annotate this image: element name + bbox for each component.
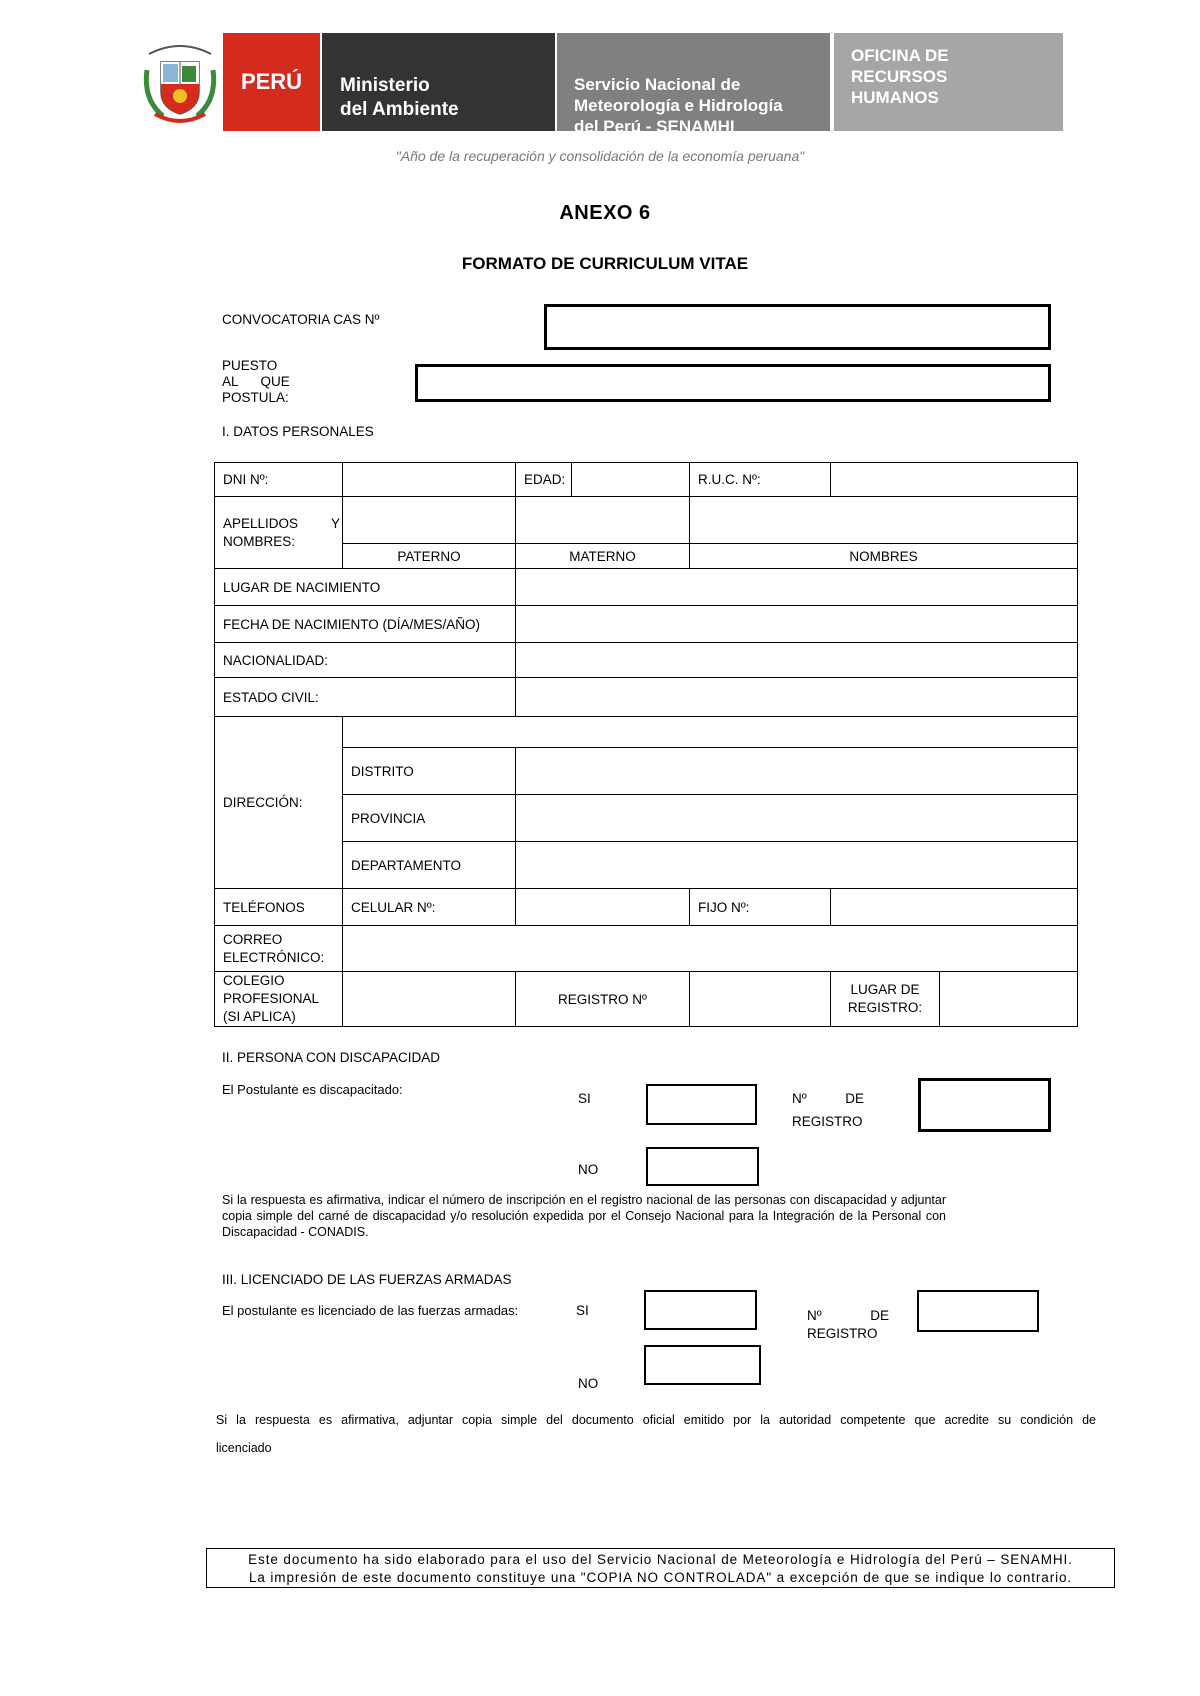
discapacidad-registro-label: REGISTRO <box>792 1114 863 1129</box>
licenciado-no-label: NO <box>578 1376 599 1391</box>
lugar-registro-line-2: REGISTRO: <box>847 1000 923 1015</box>
licenciado-registro-field[interactable] <box>917 1290 1039 1332</box>
direccion-field[interactable] <box>343 717 1078 748</box>
distrito-field[interactable] <box>516 748 1078 795</box>
paterno-field[interactable] <box>343 497 516 544</box>
personal-data-table <box>214 462 1078 1027</box>
fijo-label: FIJO Nº: <box>690 889 831 926</box>
licenciado-si-label: SI <box>576 1303 589 1318</box>
edad-label: EDAD: <box>516 463 572 497</box>
departamento-label: DEPARTAMENTO <box>343 842 516 889</box>
lugar-registro-field[interactable] <box>940 972 1078 1027</box>
nacionalidad-field[interactable] <box>516 643 1078 678</box>
fecha-nacimiento-field[interactable] <box>516 606 1078 643</box>
convocatoria-label: CONVOCATORIA CAS Nº <box>222 312 380 327</box>
paterno-label: PATERNO <box>343 544 516 569</box>
ministerio-line-2: del Ambiente <box>340 99 459 120</box>
peru-band <box>223 33 320 131</box>
lugar-nacimiento-field[interactable] <box>516 569 1078 606</box>
colegio-line-1: COLEGIO <box>223 973 285 988</box>
discapacidad-nro: Nº <box>792 1091 807 1106</box>
discapacidad-no-label: NO <box>578 1162 599 1177</box>
apellidos-label <box>215 497 343 569</box>
senamhi-line-2: Meteorología e Hidrología <box>574 96 783 115</box>
puesto-label-line-1: PUESTO <box>222 358 278 373</box>
senamhi-line-1: Servicio Nacional de <box>574 75 741 94</box>
section-personal-heading: I. DATOS PERSONALES <box>222 424 374 439</box>
section-discapacidad-heading: II. PERSONA CON DISCAPACIDAD <box>222 1050 441 1065</box>
colegio-label <box>215 972 343 1027</box>
footer-disclaimer <box>206 1548 1115 1588</box>
estado-civil-label: ESTADO CIVIL: <box>215 678 516 717</box>
peru-coat-of-arms-icon <box>143 40 217 124</box>
correo-line-1: CORREO <box>223 931 283 947</box>
telefonos-label: TELÉFONOS <box>215 889 343 926</box>
ruc-label: R.U.C. Nº: <box>690 463 831 497</box>
document-title: ANEXO 6 <box>559 202 651 224</box>
puesto-label-line-2: AL QUE <box>222 374 290 389</box>
oficina-band <box>834 33 1063 131</box>
footer-line-2: La impresión de este documento constituye una "COPIA NO CONTROLADA" a excepción de que se indique lo contrario. <box>248 1570 1073 1585</box>
puesto-label <box>222 358 290 406</box>
convocatoria-field[interactable] <box>544 304 1051 350</box>
discapacidad-nro-de-label <box>792 1091 864 1107</box>
discapacidad-note: Si la respuesta es afirmativa, indicar el número de inscripción en el registro nacional de las personas con discapacidad y adjuntar copia simple del carné de discapacidad y/o resolución expedida por el Consejo Nacional para la Integración de la Personal con Discapacidad - CONADIS. <box>222 1193 946 1239</box>
peru-label: PERÚ <box>240 69 303 94</box>
discapacidad-si-label: SI <box>578 1091 591 1106</box>
senamhi-band <box>557 33 830 131</box>
edad-field[interactable] <box>572 463 690 497</box>
apellidos-word: APELLIDOS <box>223 515 299 531</box>
licenciado-registro-label: REGISTRO <box>807 1326 878 1341</box>
licenciado-no-checkbox[interactable] <box>644 1345 761 1385</box>
dni-label: DNI Nº: <box>215 463 343 497</box>
licenciado-de: DE <box>870 1308 889 1323</box>
fijo-field[interactable] <box>831 889 1078 926</box>
lugar-nacimiento-label: LUGAR DE NACIMIENTO <box>215 569 516 606</box>
nombres-field[interactable] <box>690 497 1078 544</box>
correo-label <box>215 926 343 972</box>
nombres-label: NOMBRES <box>690 544 1078 569</box>
licenciado-nro: Nº <box>807 1308 822 1323</box>
licenciado-si-checkbox[interactable] <box>644 1290 757 1330</box>
departamento-field[interactable] <box>516 842 1078 889</box>
celular-label: CELULAR Nº: <box>343 889 516 926</box>
nombres-word: NOMBRES: <box>223 533 296 549</box>
colegio-field[interactable] <box>343 972 516 1027</box>
oficina-line-2: RECURSOS <box>851 67 948 86</box>
discapacidad-question: El Postulante es discapacitado: <box>222 1082 403 1097</box>
lugar-registro-label <box>831 972 940 1027</box>
dni-field[interactable] <box>343 463 516 497</box>
senamhi-line-3: del Perú - SENAMHI <box>574 117 735 131</box>
discapacidad-si-checkbox[interactable] <box>646 1084 757 1125</box>
discapacidad-registro-field[interactable] <box>918 1078 1051 1132</box>
lugar-registro-line-1: LUGAR DE <box>850 982 920 997</box>
materno-label: MATERNO <box>516 544 690 569</box>
footer-line-1: Este documento ha sido elaborado para el uso del Servicio Nacional de Meteorología e Hidrología del Perú – SENAMHI. <box>248 1552 1073 1567</box>
oficina-line-3: HUMANOS <box>851 88 939 107</box>
ruc-field[interactable] <box>831 463 1078 497</box>
correo-line-2: ELECTRÓNICO: <box>223 949 325 965</box>
puesto-field[interactable] <box>415 364 1051 402</box>
ministerio-band <box>322 33 555 131</box>
licenciado-note-line-1: Si la respuesta es afirmativa, adjuntar copia simple del documento oficial emitido por la autoridad competente que acredite su condición de <box>216 1413 1096 1427</box>
distrito-label: DISTRITO <box>343 748 516 795</box>
registro-label: REGISTRO Nº <box>516 972 690 1027</box>
colegio-line-2: PROFESIONAL <box>223 991 320 1006</box>
licenciado-note-line-2: licenciado <box>216 1441 272 1455</box>
direccion-label: DIRECCIÓN: <box>215 717 343 889</box>
colegio-line-3: (SI APLICA) <box>223 1009 296 1024</box>
licenciado-nro-de-label <box>807 1308 889 1324</box>
materno-field[interactable] <box>516 497 690 544</box>
correo-field[interactable] <box>343 926 1078 972</box>
section-licenciado-heading: III. LICENCIADO DE LAS FUERZAS ARMADAS <box>222 1272 512 1287</box>
provincia-label: PROVINCIA <box>343 795 516 842</box>
provincia-field[interactable] <box>516 795 1078 842</box>
estado-civil-field[interactable] <box>516 678 1078 717</box>
oficina-line-1: OFICINA DE <box>851 46 949 65</box>
motto: "Año de la recuperación y consolidación de la economía peruana" <box>395 148 805 164</box>
discapacidad-no-checkbox[interactable] <box>646 1147 759 1186</box>
discapacidad-de: DE <box>845 1091 864 1106</box>
registro-field[interactable] <box>690 972 831 1027</box>
ministerio-line-1: Ministerio <box>340 75 430 96</box>
apellidos-y: Y <box>330 515 340 531</box>
fecha-nacimiento-label: FECHA DE NACIMIENTO (DÍA/MES/AÑO) <box>215 606 516 643</box>
nacionalidad-label: NACIONALIDAD: <box>215 643 516 678</box>
puesto-label-line-3: POSTULA: <box>222 390 289 405</box>
licenciado-question: El postulante es licenciado de las fuerzas armadas: <box>222 1303 519 1318</box>
celular-field[interactable] <box>516 889 690 926</box>
document-subtitle: FORMATO DE CURRICULUM VITAE <box>461 254 749 273</box>
